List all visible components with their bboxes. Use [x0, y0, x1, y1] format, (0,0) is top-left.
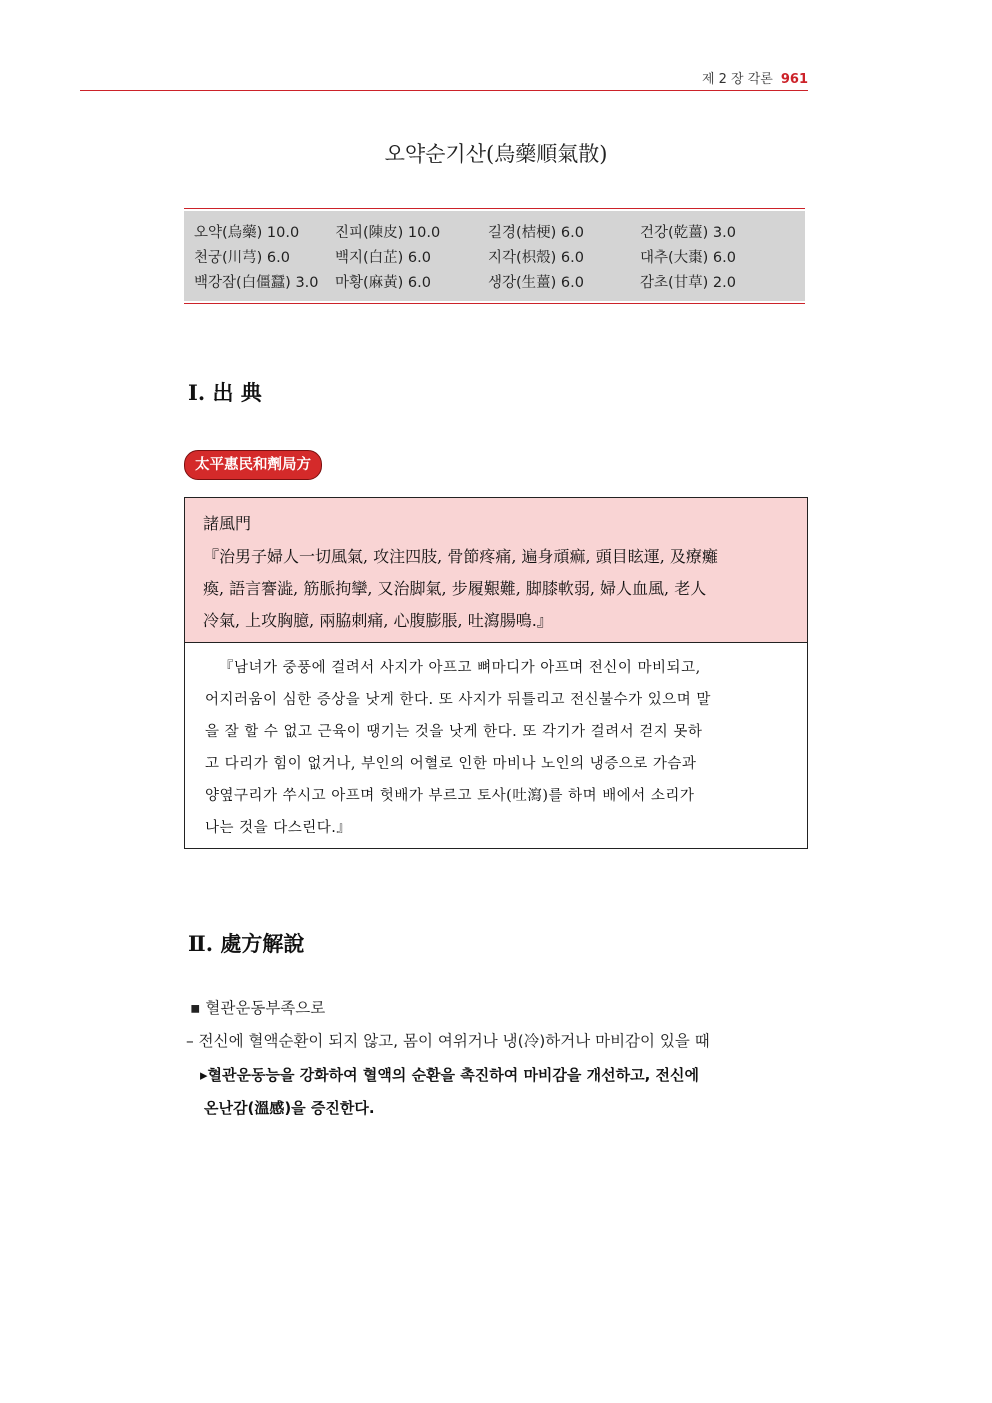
herb-item: 지각(枳殼) 6.0 [488, 250, 584, 266]
quote-box [184, 497, 808, 849]
herb-item: 백지(白芷) 6.0 [335, 250, 431, 266]
herb-item: 오약(烏藥) 10.0 [194, 225, 300, 241]
chapter-label: 제 2 장 각론 [701, 72, 773, 87]
page-title: 오약순기산(烏藥順氣散) [384, 142, 608, 166]
herb-item: 대추(大棗) 6.0 [640, 250, 736, 266]
herb-item: 길경(桔梗) 6.0 [488, 225, 584, 241]
translation-line: 양옆구리가 쑤시고 아프며 헛배가 부르고 토사(吐瀉)를 하며 배에서 소리가 [205, 788, 695, 804]
quote-line: 諸風門 [203, 514, 252, 533]
herb-composition-box [184, 208, 805, 304]
translation-line: 어지러움이 심한 증상을 낫게 한다. 또 사지가 뒤틀리고 전신불수가 있으며 말 [205, 692, 711, 708]
herb-item: 감초(甘草) 2.0 [640, 275, 736, 291]
source-badge: 太平惠民和劑局方 [184, 450, 322, 480]
herb-item: 건강(乾薑) 3.0 [640, 225, 736, 241]
herb-item: 백강잠(白僵蠶) 3.0 [194, 275, 319, 291]
section-heading-explanation: Ⅱ. 處方解說 [188, 931, 305, 956]
dash-line: – 전신에 혈액순환이 되지 않고, 몸이 여위거나 냉(冷)하거나 마비감이 있을 때 [186, 1032, 710, 1050]
quote-line: 冷氣, 上攻胸臆, 兩脇刺痛, 心腹膨脹, 吐瀉腸鳴.』 [203, 611, 553, 630]
herb-item: 마황(麻黃) 6.0 [335, 275, 431, 291]
translation-line: 나는 것을 다스린다.』 [205, 820, 352, 836]
herb-item: 생강(生薑) 6.0 [488, 275, 584, 291]
classical-quote [185, 498, 807, 643]
bullet-line: ▪ 혈관운동부족으로 [190, 999, 326, 1017]
page-header [80, 64, 808, 91]
page-number: 961 [780, 72, 808, 87]
translation-line: 을 잘 할 수 없고 근육이 땡기는 것을 낫게 한다. 또 각기가 걸려서 걷지 못하 [205, 724, 703, 740]
quote-line: 『治男子婦人一切風氣, 攻注四肢, 骨節疼痛, 遍身頑痲, 頭目眩運, 及療癱 [203, 547, 718, 566]
header-text [702, 68, 808, 87]
herb-item: 진피(陳皮) 10.0 [335, 225, 441, 241]
section-heading-source: Ⅰ. 出 典 [188, 380, 262, 405]
translation-line: 『남녀가 중풍에 걸려서 사지가 아프고 뼈마디가 아프며 전신이 마비되고, [219, 660, 701, 676]
result-line: ▸혈관운동능을 강화하여 혈액의 순환을 촉진하여 마비감을 개선하고, 전신에 [200, 1066, 699, 1084]
quote-line: 瘓, 語言謇澁, 筋脈拘攣, 又治脚氣, 步履艱難, 脚膝軟弱, 婦人血風, 老人 [203, 579, 707, 598]
result-line: 온난감(溫感)을 증진한다. [204, 1099, 375, 1117]
herb-item: 천궁(川芎) 6.0 [194, 250, 290, 266]
translation-line: 고 다리가 힘이 없거나, 부인의 어혈로 인한 마비나 노인의 냉증으로 가슴과 [205, 756, 697, 772]
